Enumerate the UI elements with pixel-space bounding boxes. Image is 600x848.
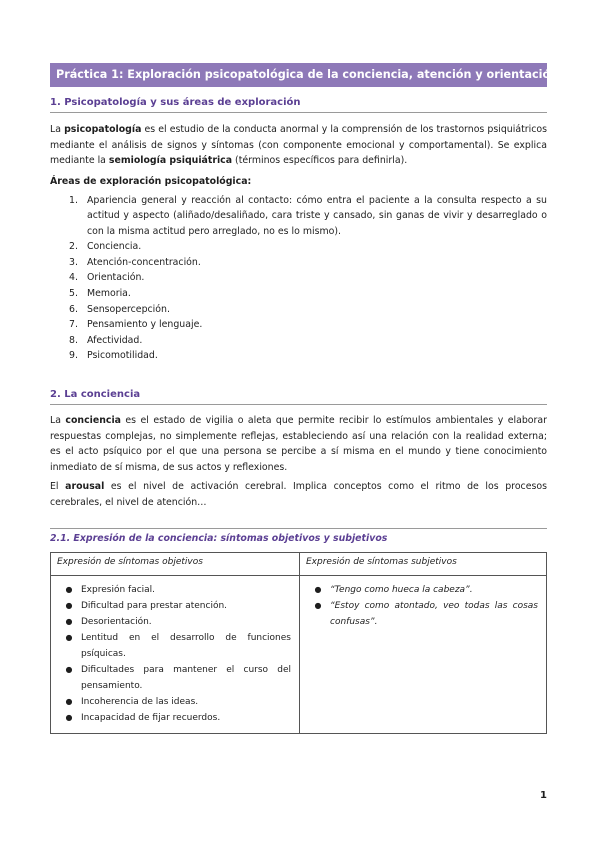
area-item (50, 193, 547, 240)
section-2-1-heading: 2.1. Expresión de la conciencia: síntomas objetivos y subjetivos (50, 533, 388, 545)
area-number: 8. (69, 334, 78, 346)
symptom-text: Expresión facial. (81, 585, 156, 596)
section-2-heading: 2. La conciencia (50, 389, 547, 405)
area-number: 7. (69, 319, 78, 331)
symptom-item (57, 630, 291, 662)
area-item (50, 239, 547, 255)
area-number: 9. (69, 350, 78, 362)
area-text: Afectividad. (87, 334, 143, 346)
area-item (50, 348, 547, 364)
document-page (50, 63, 559, 734)
area-text: Atención-concentración. (87, 256, 201, 268)
symptom-text: “Estoy como atontado, veo todas las cosas confusas”. (330, 601, 538, 628)
bullet-icon: ● (65, 617, 73, 627)
symptom-item (306, 582, 538, 598)
symptom-item (57, 662, 291, 694)
bullet-icon: ● (65, 633, 73, 643)
conciencia-paragraph: La conciencia es el estado de vigilia o aleta que permite recibir lo estímulos ambientales y elaborar respuestas complejas, no simplemente reflejas, estableciendo así una relación con la realidad externa; es el acto psíquico por el que una persona se percibe a sí misma en el mundo y tiene conocimiento inmediato de sí misma, de sus actos y reflexiones. (50, 415, 547, 473)
objective-header: Expresión de síntomas objetivos (51, 553, 300, 576)
area-item (50, 286, 547, 302)
area-number: 5. (69, 288, 78, 300)
arousal-paragraph: El arousal es el nivel de activación cerebral. Implica conceptos como el ritmo de los procesos cerebrales, el nivel de atención… (50, 481, 547, 508)
bullet-icon: ● (314, 585, 322, 595)
areas-heading: Áreas de exploración psicopatológica: (50, 175, 252, 187)
area-item (50, 270, 547, 286)
area-number: 2. (69, 241, 78, 253)
bullet-icon: ● (65, 585, 73, 595)
symptoms-table (50, 552, 547, 734)
area-text: Memoria. (87, 288, 131, 300)
subjective-list (306, 582, 538, 630)
area-item (50, 333, 547, 349)
area-item (50, 302, 547, 318)
symptom-text: Incoherencia de las ideas. (81, 697, 199, 708)
area-text: Orientación. (87, 272, 145, 284)
symptom-item (57, 614, 291, 630)
objective-list (57, 582, 291, 726)
bullet-icon: ● (314, 601, 322, 611)
area-text: Pensamiento y lenguaje. (87, 319, 203, 331)
area-text: Sensopercepción. (87, 303, 170, 315)
symptom-text: “Tengo como hueca la cabeza”. (330, 585, 473, 596)
symptom-item (306, 598, 538, 630)
section-1-heading: 1. Psicopatología y sus áreas de exploración (50, 97, 547, 113)
symptom-text: Lentitud en el desarrollo de funciones psíquicas. (81, 633, 291, 660)
area-item (50, 317, 547, 333)
area-number: 4. (69, 272, 78, 284)
area-text: Psicomotilidad. (87, 350, 158, 362)
area-number: 3. (69, 256, 78, 268)
bullet-icon: ● (65, 601, 73, 611)
objective-cell (51, 576, 300, 734)
bullet-icon: ● (65, 665, 73, 675)
subjective-header: Expresión de síntomas subjetivos (300, 553, 547, 576)
practice-title: Práctica 1: Exploración psicopatológica de la conciencia, atención y orientación (50, 63, 547, 87)
symptom-item (57, 598, 291, 614)
area-number: 1. (69, 194, 78, 206)
symptom-item (57, 582, 291, 598)
areas-list (50, 193, 547, 365)
area-number: 6. (69, 303, 78, 315)
area-item (50, 255, 547, 271)
symptom-text: Desorientación. (81, 617, 152, 628)
symptom-text: Dificultades para mantener el curso del pensamiento. (81, 665, 291, 692)
subjective-cell (300, 576, 547, 734)
symptom-text: Incapacidad de fijar recuerdos. (81, 713, 221, 724)
bullet-icon: ● (65, 713, 73, 723)
section-divider (50, 528, 547, 529)
section-1-paragraph: La psicopatología es el estudio de la conducta anormal y la comprensión de los trastornos psiquiátricos mediante el análisis de signos y síntomas (con componente emocional y comportamental). Se explica mediante la semiología psiquiátrica (términos específicos para definirla). (50, 124, 547, 166)
area-text: Apariencia general y reacción al contacto: cómo entra el paciente a la consulta respecto a su actitud y aspecto (aliñado/desaliñado, cara triste y cansado, sin ganas de vivir y desarreglado o con la misma actitud pero arreglado, no es lo mismo). (87, 194, 547, 237)
symptom-text: Dificultad para prestar atención. (81, 601, 228, 612)
page-number: 1 (540, 790, 547, 801)
symptom-item (57, 694, 291, 710)
area-text: Conciencia. (87, 241, 142, 253)
bullet-icon: ● (65, 697, 73, 707)
symptom-item (57, 710, 291, 726)
